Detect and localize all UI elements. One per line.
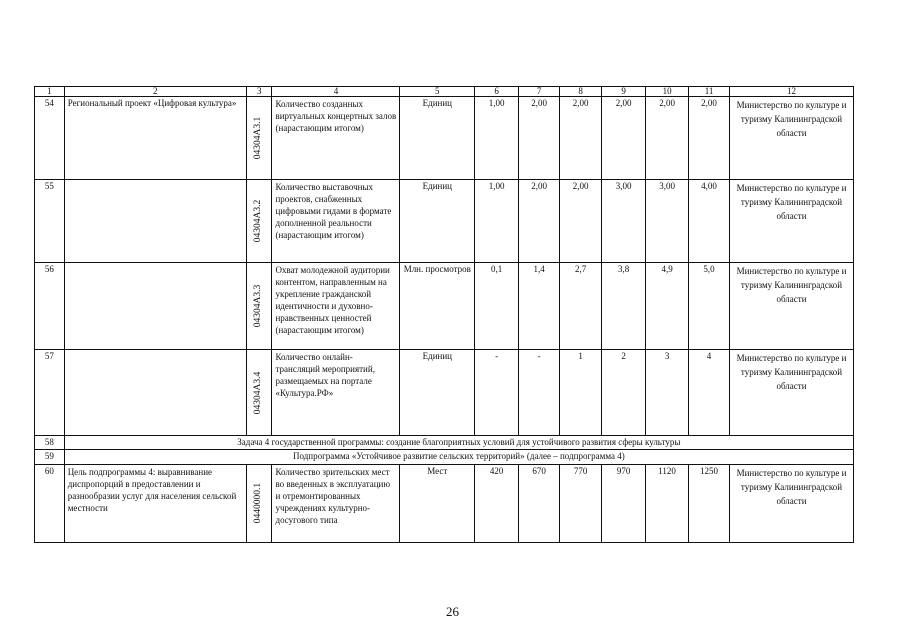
- responsible-cell: Министерство по культуре и туризму Калининградской области: [730, 263, 854, 350]
- responsible-cell: Министерство по культуре и туризму Калининградской области: [730, 180, 854, 263]
- project-cell: [64, 180, 246, 263]
- unit-cell: Млн. просмотров: [400, 263, 475, 350]
- page-number: 26: [446, 604, 459, 619]
- value-cell: 1: [560, 350, 602, 436]
- value-cell: 1,4: [519, 263, 560, 350]
- value-cell: 4: [689, 350, 730, 436]
- value-cell: 2,00: [560, 97, 602, 180]
- table-row: [35, 97, 854, 180]
- value-cell: 770: [560, 464, 602, 542]
- col-header: 12: [730, 87, 854, 97]
- indicators-table: [34, 86, 854, 543]
- row-number: 54: [35, 97, 65, 180]
- col-header: 8: [560, 87, 602, 97]
- col-header: 3: [246, 87, 272, 97]
- subprogram-heading: Подпрограмма «Устойчивое развитие сельских территорий» (далее – подпрограмма 4): [64, 450, 853, 464]
- value-cell: 1,00: [475, 180, 519, 263]
- table-row: [35, 350, 854, 436]
- row-number: 58: [35, 436, 65, 450]
- value-cell: 0,1: [475, 263, 519, 350]
- unit-cell: Единиц: [400, 97, 475, 180]
- value-cell: 3,00: [602, 180, 646, 263]
- col-header: 11: [689, 87, 730, 97]
- indicator-code: 04304A3.4: [253, 371, 264, 414]
- row-number: 59: [35, 450, 65, 464]
- value-cell: -: [519, 350, 560, 436]
- row-number: 60: [35, 464, 65, 542]
- code-cell: [246, 180, 272, 263]
- project-cell: [64, 263, 246, 350]
- value-cell: 3,00: [646, 180, 689, 263]
- value-cell: 2,00: [689, 97, 730, 180]
- indicator-cell: Количество онлайн-трансляций мероприятий, размещаемых на портале «Культура.РФ»: [272, 350, 400, 436]
- code-cell: [246, 263, 272, 350]
- indicator-code: 04304A3.3: [253, 284, 264, 328]
- indicator-code: 04304A3.1: [253, 116, 264, 160]
- value-cell: 2,00: [519, 97, 560, 180]
- task-heading: Задача 4 государственной программы: создание благоприятных условий для устойчивого развития сферы культуры: [64, 436, 853, 450]
- indicator-code: 04304A3.2: [253, 199, 264, 243]
- code-cell: [246, 350, 272, 436]
- code-cell: [246, 464, 272, 542]
- responsible-cell: Министерство по культуре и туризму Калининградской области: [730, 350, 854, 436]
- code-cell: [246, 97, 272, 180]
- value-cell: 2,00: [560, 180, 602, 263]
- table-row: [35, 450, 854, 464]
- value-cell: 2,00: [602, 97, 646, 180]
- unit-cell: Единиц: [400, 180, 475, 263]
- value-cell: 2: [602, 350, 646, 436]
- col-header: 10: [646, 87, 689, 97]
- project-cell: Региональный проект «Цифровая культура»: [64, 97, 246, 180]
- indicator-cell: Количество зрительских мест во введенных в эксплуатацию и отремонтированных учреждениях культурно-досугового типа: [272, 464, 400, 542]
- row-number: 57: [35, 350, 65, 436]
- col-header: 9: [602, 87, 646, 97]
- value-cell: 420: [475, 464, 519, 542]
- col-header: 2: [64, 87, 246, 97]
- col-header: 7: [519, 87, 560, 97]
- value-cell: 4,9: [646, 263, 689, 350]
- col-header: 1: [35, 87, 65, 97]
- indicator-cell: Количество выставочных проектов, снабженных цифровыми гидами в формате дополненной реальности (нарастающим итогом): [272, 180, 400, 263]
- col-header: 4: [272, 87, 400, 97]
- col-header: 5: [400, 87, 475, 97]
- table-row: [35, 180, 854, 263]
- responsible-cell: Министерство по культуре и туризму Калининградской области: [730, 464, 854, 542]
- table-header-row: [35, 87, 854, 97]
- responsible-cell: Министерство по культуре и туризму Калининградской области: [730, 97, 854, 180]
- value-cell: 970: [602, 464, 646, 542]
- project-cell: Цель подпрограммы 4: выравнивание диспропорций в предоставлении и разнообразии услуг для населения сельской местности: [64, 464, 246, 542]
- unit-cell: Мест: [400, 464, 475, 542]
- value-cell: 4,00: [689, 180, 730, 263]
- indicator-cell: Охват молодежной аудитории контентом, направленным на укрепление гражданской идентичности и духовно-нравственных ценностей (нарастающим итогом): [272, 263, 400, 350]
- value-cell: 1120: [646, 464, 689, 542]
- value-cell: 1250: [689, 464, 730, 542]
- row-number: 55: [35, 180, 65, 263]
- indicator-code: 0440000.1: [253, 482, 264, 524]
- row-number: 56: [35, 263, 65, 350]
- value-cell: 670: [519, 464, 560, 542]
- value-cell: 2,00: [519, 180, 560, 263]
- project-cell: [64, 350, 246, 436]
- value-cell: -: [475, 350, 519, 436]
- table-row: [35, 436, 854, 450]
- col-header: 6: [475, 87, 519, 97]
- table-row: [35, 263, 854, 350]
- value-cell: 2,00: [646, 97, 689, 180]
- value-cell: 3,8: [602, 263, 646, 350]
- table-row: [35, 464, 854, 542]
- unit-cell: Единиц: [400, 350, 475, 436]
- value-cell: 2,7: [560, 263, 602, 350]
- indicator-cell: Количество созданных виртуальных концертных залов (нарастающим итогом): [272, 97, 400, 180]
- value-cell: 3: [646, 350, 689, 436]
- value-cell: 5,0: [689, 263, 730, 350]
- value-cell: 1,00: [475, 97, 519, 180]
